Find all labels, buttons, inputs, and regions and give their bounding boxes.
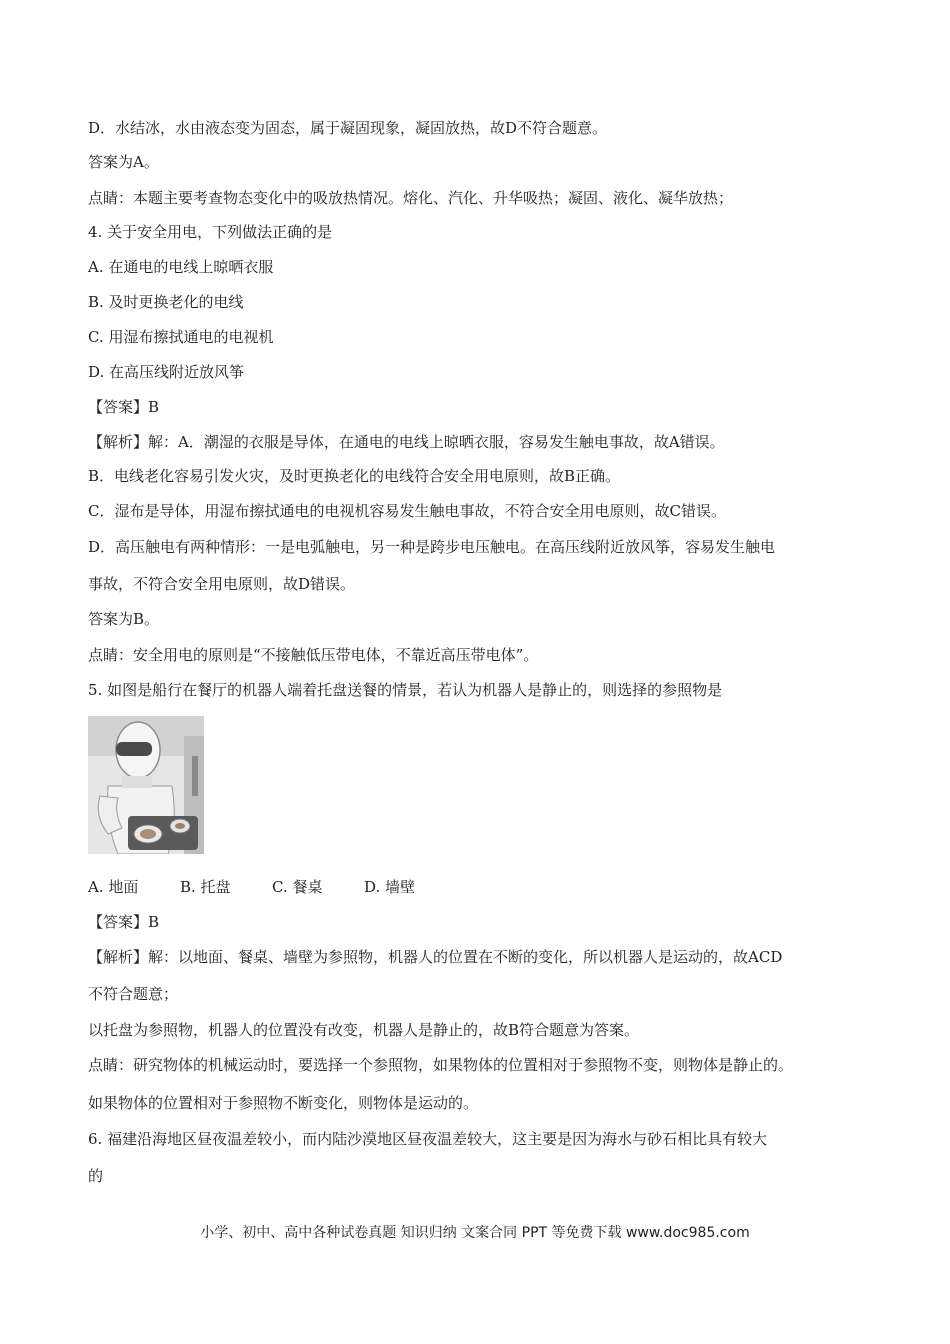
text-line: 点睛：本题主要考查物态变化中的吸放热情况。熔化、汽化、升华吸热；凝固、液化、凝华放热；	[88, 189, 734, 207]
question-4-explanation: 事故，不符合安全用电原则，故D错误。	[88, 575, 356, 593]
question-4-answer-summary: 答案为B。	[88, 610, 160, 628]
question-4-option-d: D. 在高压线附近放风筝	[88, 363, 245, 381]
question-5-option-b: B. 托盘	[180, 878, 231, 896]
question-4-option-c: C. 用湿布擦拭通电的电视机	[88, 328, 274, 346]
question-5-tip: 点睛：研究物体的机械运动时，要选择一个参照物，如果物体的位置相对于参照物不变，则物体是静止的。	[88, 1056, 794, 1074]
question-4-tip: 点睛：安全用电的原则是“不接触低压带电体，不靠近高压带电体”。	[88, 646, 539, 664]
question-5-option-c: C. 餐桌	[272, 878, 323, 896]
question-4-explanation: 【解析】解：A．潮湿的衣服是导体，在通电的电线上晾晒衣服，容易发生触电事故，故A错误。	[88, 433, 725, 451]
question-6-stem: 的	[88, 1167, 104, 1185]
text-line: D．水结冰，水由液态变为固态，属于凝固现象，凝固放热，故D不符合题意。	[88, 119, 608, 137]
question-4-option-a: A. 在通电的电线上晾晒衣服	[88, 258, 274, 276]
question-5-explanation: 【解析】解：以地面、餐桌、墙壁为参照物，机器人的位置在不断的变化，所以机器人是运动的，故ACD	[88, 948, 783, 966]
question-4-answer: 【答案】B	[88, 398, 160, 416]
question-4-explanation: D．高压触电有两种情形：一是电弧触电，另一种是跨步电压触电。在高压线附近放风筝，容易发生触电	[88, 538, 776, 556]
question-6-stem: 6. 福建沿海地区昼夜温差较小，而内陆沙漠地区昼夜温差较大，这主要是因为海水与砂石相比具有较大	[88, 1130, 768, 1148]
question-5-stem: 5. 如图是船行在餐厅的机器人端着托盘送餐的情景，若认为机器人是静止的，则选择的参照物是	[88, 681, 723, 699]
question-4-option-b: B. 及时更换老化的电线	[88, 293, 244, 311]
question-5-answer: 【答案】B	[88, 913, 160, 931]
robot-waiter-image	[88, 716, 204, 854]
question-4-explanation: B．电线老化容易引发火灾，及时更换老化的电线符合安全用电原则，故B正确。	[88, 467, 621, 485]
question-5-explanation: 不符合题意；	[88, 985, 179, 1003]
question-5-options	[88, 877, 415, 897]
page-footer: 小学、初中、高中各种试卷真题 知识归纳 文案合同 PPT 等免费下载 www.doc985.com	[200, 1225, 750, 1241]
question-5-explanation: 以托盘为参照物，机器人的位置没有改变，机器人是静止的，故B符合题意为答案。	[88, 1021, 640, 1039]
question-5-option-a: A. 地面	[88, 878, 139, 896]
question-4-stem: 4. 关于安全用电，下列做法正确的是	[88, 223, 333, 241]
question-4-explanation: C．湿布是导体，用湿布擦拭通电的电视机容易发生触电事故，不符合安全用电原则，故C错误。	[88, 502, 726, 520]
text-line: 答案为A。	[88, 153, 159, 171]
question-5-tip: 如果物体的位置相对于参照物不断变化，则物体是运动的。	[88, 1094, 479, 1112]
question-5-option-d: D. 墙壁	[364, 878, 416, 896]
